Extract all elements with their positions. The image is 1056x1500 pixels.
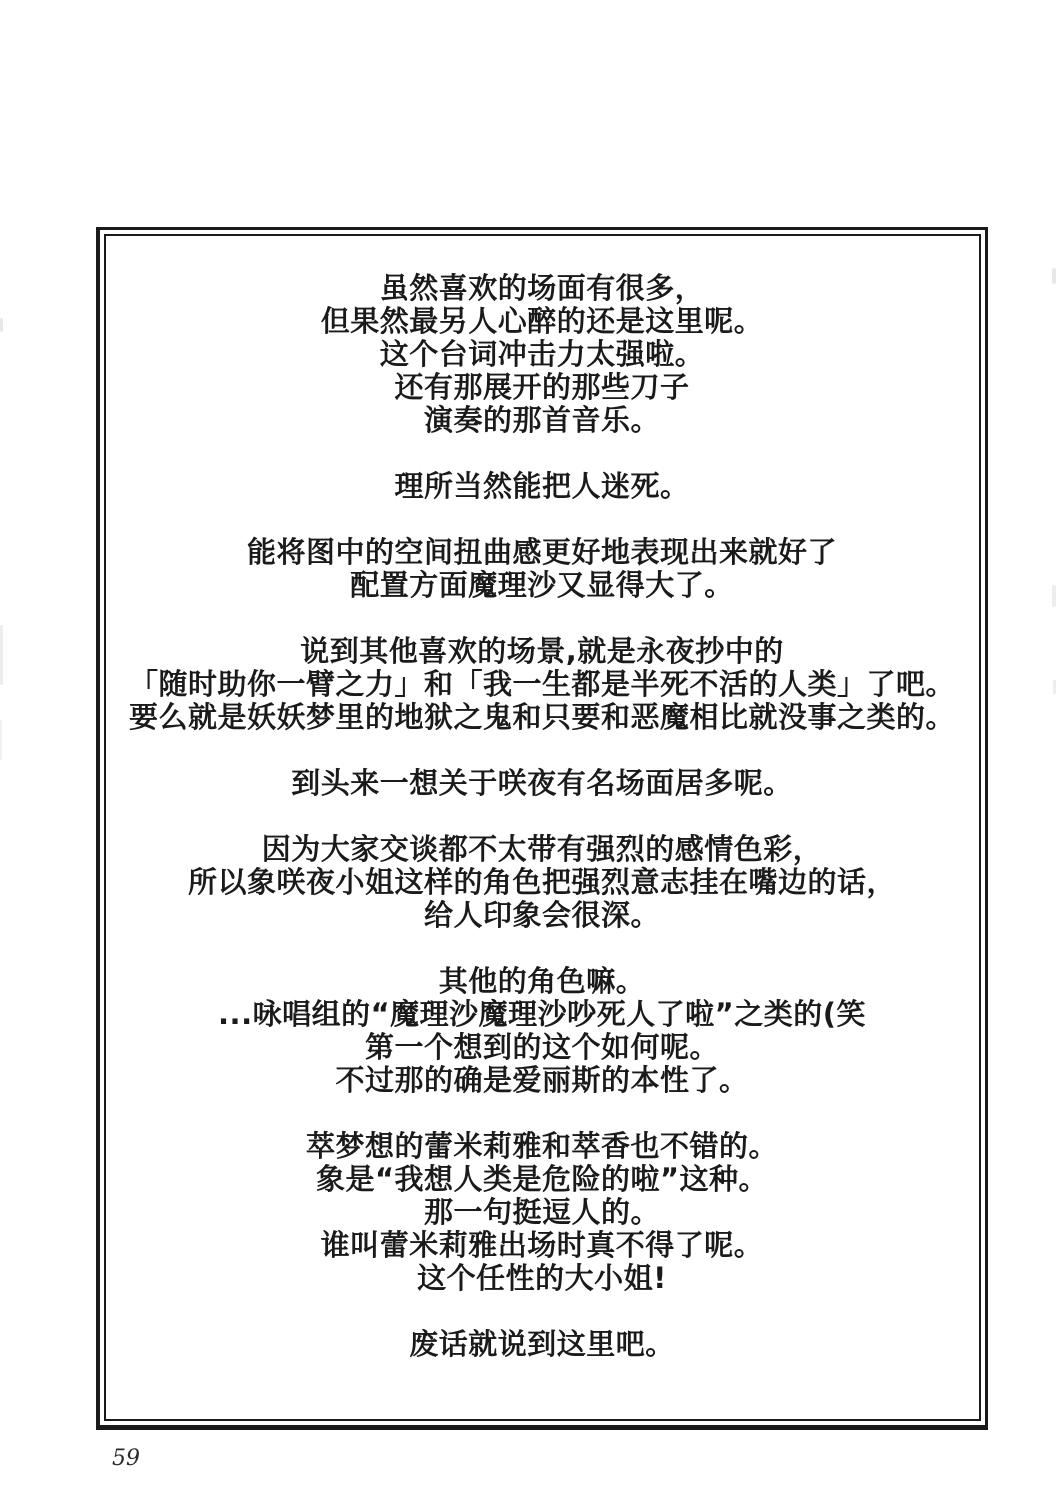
scan-artifact [1052,268,1056,284]
text-line: 不过那的确是爱丽斯的本性了。 [335,1063,749,1097]
scan-artifact [0,720,2,760]
text-line: 这个任性的大小姐! [417,1261,667,1295]
paragraph [96,965,988,1097]
paragraph [96,272,988,437]
text-line: 演奏的那首音乐。 [423,403,660,437]
text-line: 其他的角色嘛。 [438,964,646,998]
paragraph [96,767,988,800]
scan-artifact [1052,585,1056,607]
text-line: 能将图中的空间扭曲感更好地表现出来就好了 [246,535,837,569]
scan-artifact [0,625,3,685]
text-line: 第一个想到的这个如何呢。 [364,1030,719,1064]
paragraph [96,1130,988,1295]
text-line: 还有那展开的那些刀子 [394,370,690,404]
text-line: 这个台词冲击力太强啦。 [379,337,705,371]
scan-artifact [0,318,3,332]
page-number: 59 [112,1446,140,1471]
paragraph [96,536,988,602]
text-line: 理所当然能把人迷死。 [394,469,690,503]
text-line: 说到其他喜欢的场景,就是永夜抄中的 [300,634,784,668]
text-line: 谁叫蕾米莉雅出场时真不得了呢。 [320,1228,764,1262]
text-line: 要么就是妖妖梦里的地狱之鬼和只要和恶魔相比就没事之类的。 [128,700,955,734]
text-line: 所以象咲夜小姐这样的角色把强烈意志挂在嘴边的话， [187,865,896,899]
paragraph [96,635,988,734]
text-line: 象是“我想人类是危险的啦”这种。 [315,1162,769,1196]
text-line: ...咏唱组的“魔理沙魔理沙吵死人了啦”之类的(笑 [218,997,866,1031]
paragraph [96,470,988,503]
paragraph [96,833,988,932]
paragraph [96,1328,988,1361]
text-line: 萃梦想的蕾米莉雅和萃香也不错的。 [305,1129,778,1163]
text-line: 因为大家交谈都不太带有强烈的感情色彩， [261,832,823,866]
text-line: 配置方面魔理沙又显得大了。 [350,568,734,602]
text-line: 那一句挺逗人的。 [423,1195,660,1229]
text-line: 给人印象会很深。 [423,898,660,932]
commentary-text-block [96,272,988,1361]
text-line: 「随时助你一臂之力」和「我一生都是半死不活的人类」了吧。 [128,667,955,701]
text-line: 废话就说到这里吧。 [409,1327,675,1361]
text-line: 到头来一想关于咲夜有名场面居多呢。 [291,766,793,800]
text-line: 虽然喜欢的场面有很多， [379,271,705,305]
text-line: 但果然最另人心醉的还是这里呢。 [320,304,764,338]
